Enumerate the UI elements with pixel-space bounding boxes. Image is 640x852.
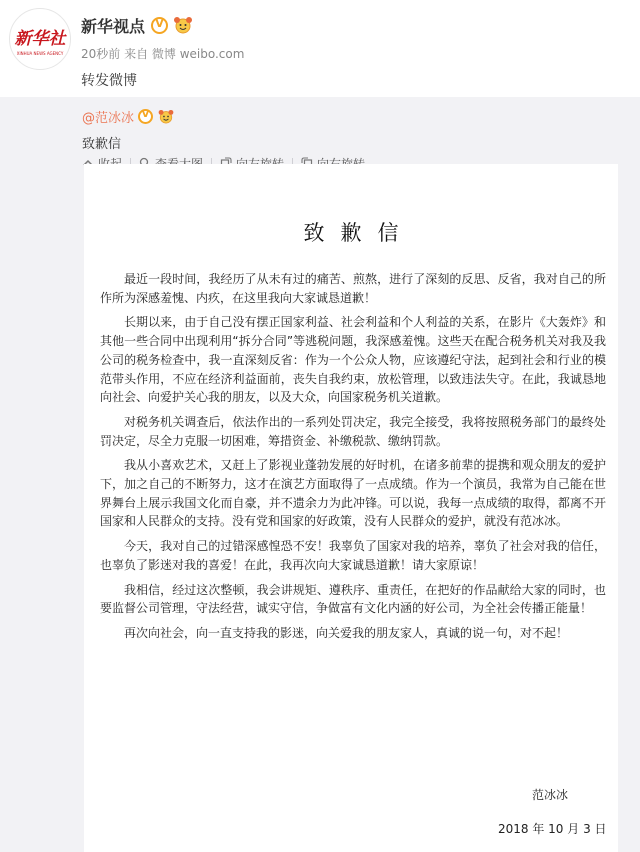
logo-text: 新华社: [14, 29, 66, 49]
letter-body: [100, 270, 606, 649]
letter-date: 2018 年 10 月 3 日: [498, 822, 607, 836]
letter-paragraph: 我相信，经过这次整顿，我会讲规矩、遵秩序、重责任，在把好的作品献给大家的同时，也要监督公司管理，守法经营，诚实守信，争做富有文化内涵的好公司，为全社会传播正能量！: [100, 582, 606, 616]
author-row: [81, 13, 194, 37]
letter-paragraph: 对税务机关调查后，依法作出的一系列处罚决定，我完全接受，我将按照税务部门的最终处罚决定，尽全力克服一切困难，筹措资金、补缴税款、缴纳罚款。: [100, 414, 606, 448]
verified-badge-icon: [151, 17, 168, 34]
vip-face-icon: [157, 109, 175, 124]
letter-paragraph: 今天，我对自己的过错深感惶恐不安！我辜负了国家对我的培养，辜负了社会对我的信任，也辜负了影迷对我的喜爱！在此，我再次向大家诚恳道歉！请大家原谅！: [100, 539, 606, 572]
original-post-text: 致歉信: [82, 137, 122, 152]
letter-signature: 范冰冰: [532, 788, 569, 802]
xinhua-logo-icon: [10, 9, 70, 69]
letter-paragraph: 长期以来，由于自己没有摆正国家利益、社会利益和个人利益的关系，在影片《大轰炸》和其他一些合同中出现利用“拆分合同”等逃税问题，我深感羞愧。这些天在配合税务机关对我及我公司的税务检查中，我一直深刻反省：作为一个公众人物，应该遵纪守法，起到社会和行业的模范带头作用，不应在经济利益面前，丧失自我约束，放松管理，以致违法失守。在此，我诚恳地向社会、向爱护关心我的朋友，以及大众，向国家税务机关道歉。: [100, 315, 606, 405]
letter-paragraph: 我从小喜欢艺术，又赶上了影视业蓬勃发展的好时机，在诸多前辈的提携和观众朋友的爱护下，加之自己的不断努力，这才在演艺方面取得了一点成绩。作为一个演员，我常为自己能在世界舞台上展示我国文化而自豪，并不遗余力为此冲锋。可以说，我每一点成绩的取得，都离不开国家和人民群众的支持。没有党和国家的好政策，没有人民群众的爱护，就没有范冰冰。: [100, 458, 606, 529]
letter-paragraph: 最近一段时间，我经历了从未有过的痛苦、煎熬，进行了深刻的反思、反省，我对自己的所作所为深感羞愧、内疚，在这里我向大家诚恳道歉！: [100, 272, 606, 305]
original-author-link[interactable]: @范冰冰: [82, 110, 135, 126]
letter-title: 致歉信: [303, 221, 415, 245]
letter-paragraph: 再次向社会，向一直支持我的影迷，向关爱我的朋友家人，真诚的说一句，对不起！: [124, 625, 569, 640]
repost-header: [0, 0, 640, 97]
repost-text: 转发微博: [81, 73, 137, 89]
original-author-row: [82, 106, 175, 126]
post-meta: 20秒前 来自 微博 weibo.com: [81, 47, 245, 61]
author-name[interactable]: 新华视点: [81, 16, 146, 36]
apology-letter-image[interactable]: [84, 164, 618, 852]
xinhua-logo-avatar[interactable]: [9, 8, 71, 70]
logo-subtext: XINHUA NEWS AGENCY: [16, 51, 64, 56]
vip-face-icon: [172, 16, 194, 34]
verified-badge-icon: [138, 109, 153, 124]
